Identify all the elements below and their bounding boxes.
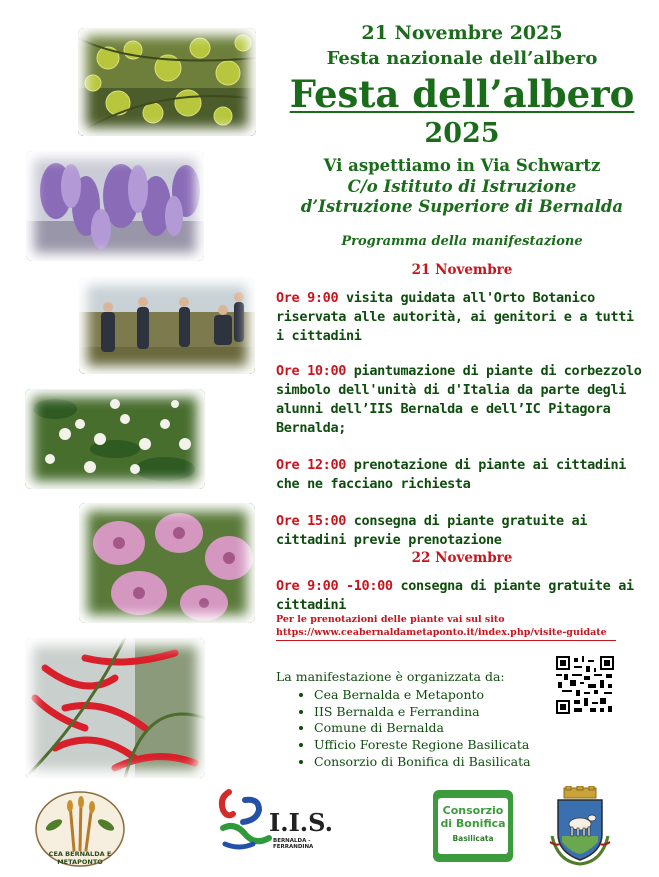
bernalda-crest-icon — [548, 786, 612, 866]
event-item — [276, 362, 646, 438]
page-year: 2025 — [424, 118, 500, 149]
event-text: visita guidata all'Orto Botanico riservata alle autorità, ai genitori e a tutti i cittadini — [276, 290, 634, 344]
event-time: Ore 10:00 — [276, 363, 346, 379]
consorzio-line-1: Consorzio — [442, 804, 504, 817]
iis-logo — [215, 788, 337, 852]
organizers-title: La manifestazione è organizzata da: — [276, 669, 505, 684]
consorzio-line-2: di Bonifica — [440, 817, 506, 830]
iis-logo-text: I.I.S. — [269, 808, 333, 837]
organizers-list — [296, 687, 531, 771]
location-line-1: Vi aspettiamo in Via Schwartz — [323, 156, 601, 175]
event-time: Ore 15:00 — [276, 513, 346, 529]
day-1-heading: 21 Novembre — [411, 262, 513, 278]
event-text: consegna di piante gratuite ai cittadini — [276, 578, 634, 613]
event-time: Ore 9:00 — [276, 290, 339, 306]
event-subtitle: Festa nazionale dell’albero — [326, 48, 598, 69]
event-text: consegna di piante gratuite ai cittadini previe prenotazione — [276, 513, 588, 548]
white-flowers-photo — [25, 389, 205, 489]
iis-logo-subtitle: BERNALDA - FERRANDINA — [273, 838, 314, 850]
red-flowers-photo — [25, 638, 205, 778]
location-line-3: d’Istruzione Superiore di Bernalda — [300, 197, 624, 216]
cea-logo-text: CEA BERNALDA E METAPONTO — [48, 850, 112, 866]
list-item: • Comune di Bernalda — [314, 720, 531, 737]
event-time: Ore 12:00 — [276, 457, 346, 473]
event-date: 21 Novembre 2025 — [361, 22, 563, 44]
garden-visit-photo — [79, 277, 255, 374]
pink-flowers-photo — [79, 503, 255, 623]
wisteria-photo — [26, 151, 204, 261]
consorzio-logo — [433, 790, 513, 862]
consorzio-line-3: Basilicata — [452, 834, 494, 843]
page-title: Festa dell’albero — [289, 72, 635, 116]
event-text: piantumazione di piante di corbezzolo simbolo dell'unità di d'Italia da parte degli alunni dell’IIS Bernalda e dell’IC Pitagora Bernalda; — [276, 363, 642, 436]
event-time: Ore 9:00 -10:00 — [276, 578, 393, 594]
event-item — [276, 289, 646, 346]
booking-note: Per le prenotazioni delle piante vai sul sito — [276, 614, 505, 625]
chestnut-photo — [78, 28, 256, 136]
booking-link[interactable]: https://www.ceabernaldametaponto.it/index.php/visite-guidate — [276, 627, 616, 641]
list-item: • Consorzio di Bonifica di Basilicata — [314, 754, 531, 771]
event-text: prenotazione di piante ai cittadini che ne facciano richiesta — [276, 457, 626, 492]
list-item: • Ufficio Foreste Regione Basilicata — [314, 737, 531, 754]
program-title: Programma della manifestazione — [341, 234, 583, 249]
day-2-heading: 22 Novembre — [411, 550, 513, 566]
list-item: • Cea Bernalda e Metaponto — [314, 687, 531, 704]
list-item: • IIS Bernalda e Ferrandina — [314, 704, 531, 721]
event-item — [276, 456, 646, 494]
event-item — [276, 512, 646, 550]
cea-logo — [34, 790, 126, 868]
location-line-2: C/o Istituto di Istruzione — [347, 177, 577, 196]
qr-code-icon[interactable] — [556, 656, 614, 714]
event-item — [276, 577, 646, 615]
